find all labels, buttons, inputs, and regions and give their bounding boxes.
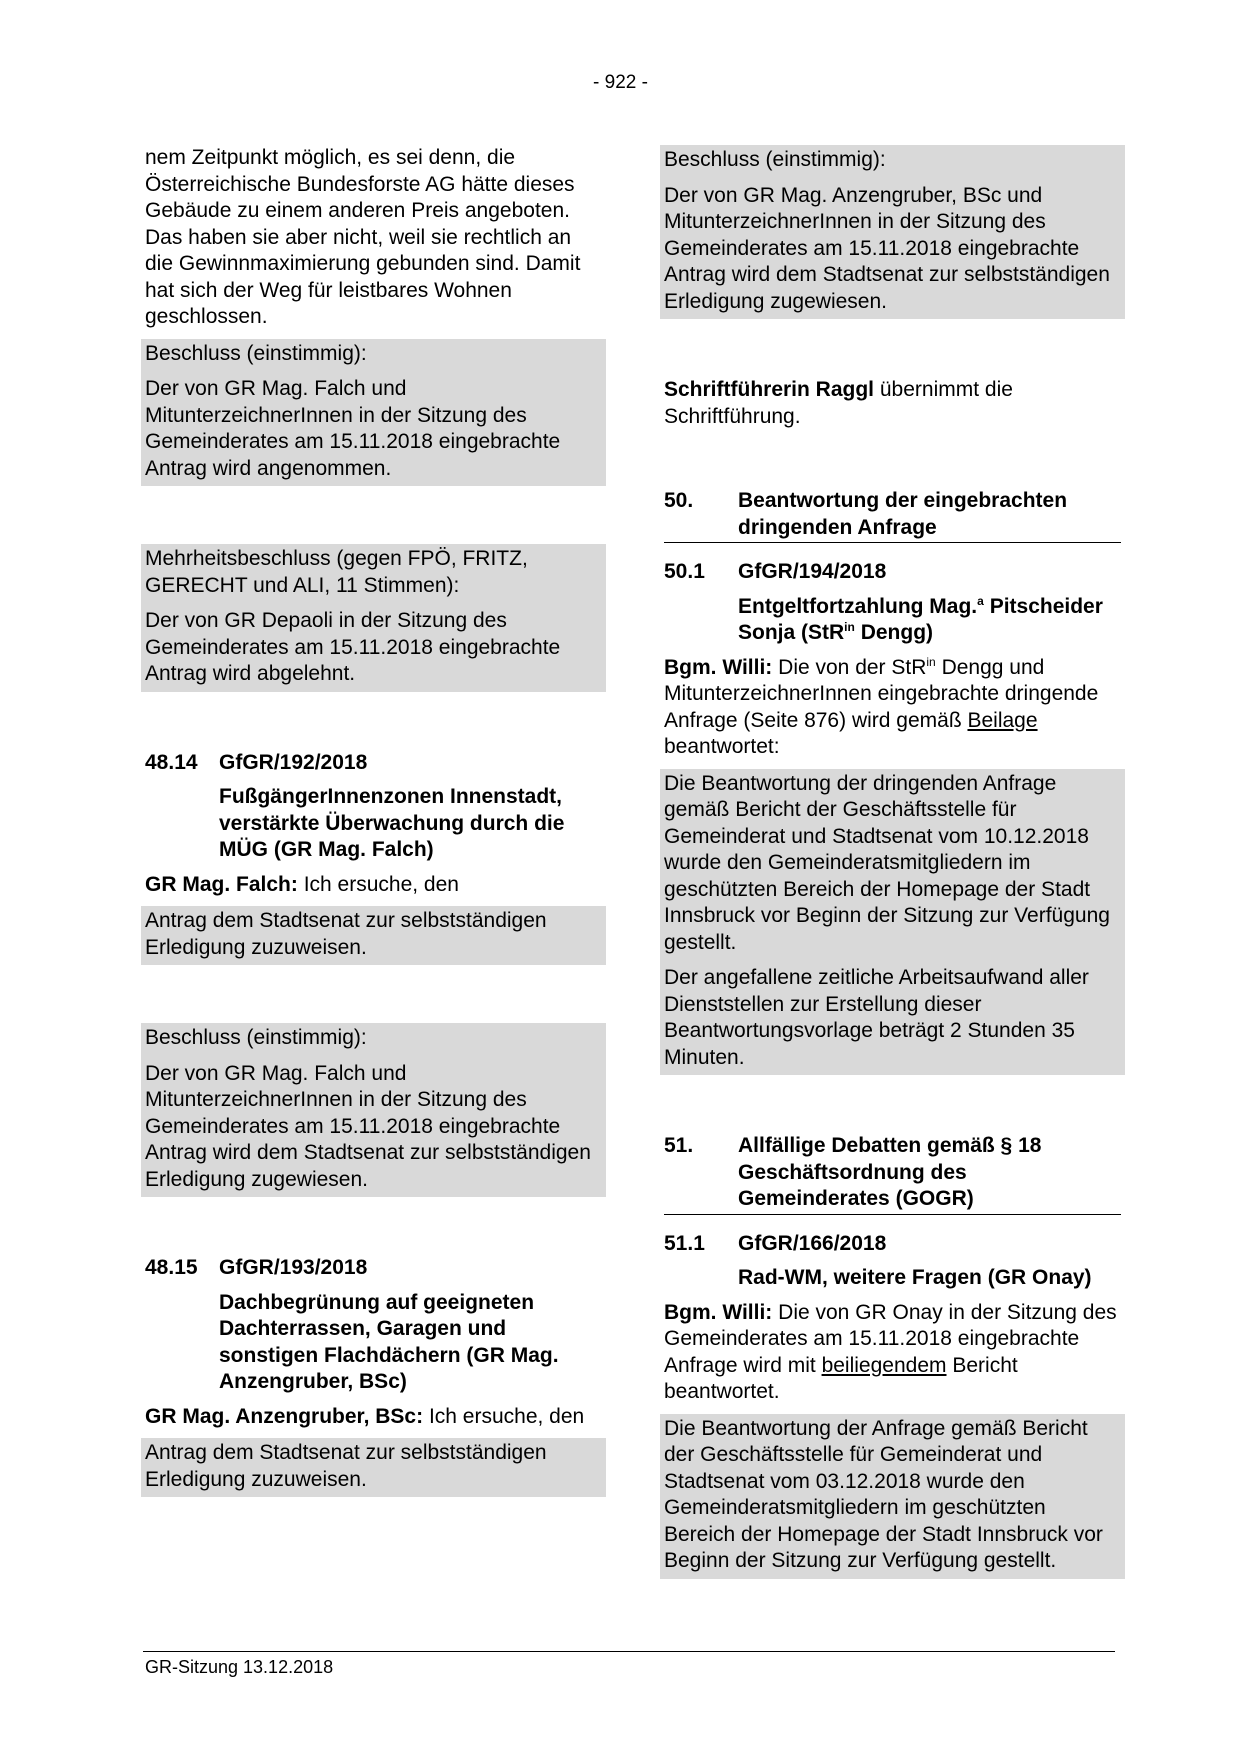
speaker-paragraph xyxy=(664,655,1121,761)
speaker-paragraph xyxy=(145,1404,602,1431)
section-title: FußgängerInnenzonen Innenstadt, verstärkte Überwachung durch die MÜG (GR Mag. Falch) xyxy=(219,785,565,861)
secretary-text: übernimmt die Schriftführung. xyxy=(664,378,1013,428)
answer-box xyxy=(660,1414,1125,1579)
effort-text: Der angefallene zeitliche Arbeitsaufwand aller Dienststellen zur Erstellung dieser Beantwortungsvorlage beträgt 2 Stunden 35 Minuten. xyxy=(664,966,1089,1069)
speaker-text: Ich ersuche, den xyxy=(303,872,459,896)
attachment-link[interactable]: beiliegendem xyxy=(821,1353,947,1377)
answer-text: Die Beantwortung der dringenden Anfrage gemäß Bericht der Geschäftsstelle für Gemeinderat und Stadtsenat vom 10.12.2018 wurde den Gemeinderatsmitgliedern im geschützten Bereich der Homepage der Stadt Innsbruck vor Beginn der Sitzung zur Verfügung gestellt. xyxy=(664,771,1110,954)
motion-text: Antrag dem Stadtsenat zur selbstständigen Erledigung zuzuweisen. xyxy=(145,909,547,959)
section-number: 48.14 xyxy=(145,750,198,774)
subsection-id: GfGR/194/2018 xyxy=(738,560,887,583)
title-part: Pitscheider Sonja (StR xyxy=(738,594,1103,644)
speaker-name: GR Mag. Falch: xyxy=(145,872,298,896)
section-title: Allfällige Debatten gemäß § 18 Geschäftsordnung des Gemeinderates (GOGR) xyxy=(738,1134,1042,1210)
secretary-name: Schriftführerin Raggl xyxy=(664,378,875,401)
left-column xyxy=(145,145,602,1497)
secretary-paragraph xyxy=(664,377,1121,430)
speaker-text: Ich ersuche, den xyxy=(428,1404,585,1428)
section-number: 48.15 xyxy=(145,1256,198,1279)
section-id: GfGR/193/2018 xyxy=(219,1256,368,1279)
title-part: Entgeltfortzahlung Mag. xyxy=(738,594,978,618)
intro-paragraph: nem Zeitpunkt möglich, es sei denn, die Österreichische Bundesforste AG hätte dieses Gebäude zu einem anderen Preis angeboten. Das haben sie aber nicht, weil sie rechtlich an die Gewinnmaximierung gebunden sind. Damit hat sich der Weg für leistbares Wohnen geschlossen. xyxy=(145,146,581,328)
footer-text: GR-Sitzung 13.12.2018 xyxy=(145,1657,334,1677)
majority-title: Mehrheitsbeschluss (gegen FPÖ, FRITZ, GERECHT und ALI, 11 Stimmen): xyxy=(145,547,528,597)
footer-rule xyxy=(143,1651,1115,1652)
section-title: Beantwortung der eingebrachten dringenden Anfrage xyxy=(738,489,1068,539)
resolution-title: Beschluss (einstimmig): xyxy=(145,341,367,365)
speaker-paragraph xyxy=(664,1300,1121,1406)
speaker-text: Bericht beantwortet. xyxy=(664,1353,1018,1403)
subsection-title xyxy=(664,594,1121,647)
title-part: Dengg) xyxy=(860,621,934,644)
page-number: - 922 - xyxy=(593,72,648,93)
title-superscript: a xyxy=(977,593,984,608)
resolution-box xyxy=(141,1023,606,1197)
motion-text: Antrag dem Stadtsenat zur selbstständigen Erledigung zuzuweisen. xyxy=(145,1441,547,1491)
speaker-text: Die von GR Onay in der Sitzung des Gemeinderates am 15.11.2018 eingebrachte Anfrage wird mit xyxy=(664,1300,1117,1377)
resolution-text: Der von GR Mag. Anzengruber, BSc und MitunterzeichnerInnen in der Sitzung des Gemeinderates am 15.11.2018 eingebrachte Antrag wird dem Stadtsenat zur selbstständigen Erledigung zugewiesen. xyxy=(664,183,1110,313)
attachment-link[interactable]: Beilage xyxy=(967,708,1038,732)
subsection-title: Rad-WM, weitere Fragen (GR Onay) xyxy=(738,1266,1092,1289)
section-heading xyxy=(145,1255,602,1282)
title-superscript: in xyxy=(844,620,855,634)
resolution-box xyxy=(660,145,1125,319)
resolution-title: Beschluss (einstimmig): xyxy=(664,148,886,171)
subsection-id: GfGR/166/2018 xyxy=(738,1231,887,1255)
motion-box xyxy=(141,906,606,965)
speaker-text: Die von der StR xyxy=(778,655,927,679)
answer-box xyxy=(660,769,1125,1076)
answer-text: Die Beantwortung der Anfrage gemäß Bericht der Geschäftsstelle für Gemeinderat und Stadtsenat vom 03.12.2018 wurde den Gemeinderatsmitgliedern im geschützten Bereich der Homepage der Stadt Innsbruck vor Beginn der Sitzung zur Verfügung gestellt. xyxy=(664,1416,1103,1572)
section-id: GfGR/192/2018 xyxy=(219,750,368,774)
section-heading xyxy=(664,488,1121,543)
motion-box xyxy=(141,1438,606,1497)
resolution-text: Der von GR Mag. Falch und MitunterzeichnerInnen in der Sitzung des Gemeinderates am 15.11.2018 eingebrachte Antrag wird dem Stadtsenat zur selbstständigen Erledigung zugewiesen. xyxy=(145,1061,591,1191)
resolution-box xyxy=(141,339,606,487)
speaker-name: GR Mag. Anzengruber, BSc: xyxy=(145,1404,424,1428)
majority-text: Der von GR Depaoli in der Sitzung des Gemeinderates am 15.11.2018 eingebrachte Antrag wird abgelehnt. xyxy=(145,609,561,685)
speaker-text: beantwortet: xyxy=(664,735,780,758)
text-superscript: in xyxy=(926,654,936,669)
speaker-name: Bgm. Willi: xyxy=(664,655,773,679)
subsection-number: 51.1 xyxy=(664,1231,705,1255)
section-number: 50. xyxy=(664,489,694,512)
majority-resolution-box xyxy=(141,544,606,692)
speaker-name: Bgm. Willi: xyxy=(664,1300,773,1324)
subsection-number: 50.1 xyxy=(664,560,705,583)
speaker-paragraph xyxy=(145,872,602,899)
speaker-text: Dengg und MitunterzeichnerInnen eingebrachte dringende Anfrage (Seite 876) wird gemäß xyxy=(664,655,1099,732)
subsection-heading xyxy=(664,1231,1121,1258)
section-heading xyxy=(664,1133,1121,1215)
section-number: 51. xyxy=(664,1134,694,1157)
section-heading xyxy=(145,750,602,777)
right-column xyxy=(664,145,1121,1579)
resolution-title: Beschluss (einstimmig): xyxy=(145,1026,367,1049)
subsection-heading xyxy=(664,559,1121,586)
resolution-text: Der von GR Mag. Falch und MitunterzeichnerInnen in der Sitzung des Gemeinderates am 15.11.2018 eingebrachte Antrag wird angenommen. xyxy=(145,377,561,480)
section-title: Dachbegrünung auf geeigneten Dachterrassen, Garagen und sonstigen Flachdächern (GR Mag. Anzengruber, BSc) xyxy=(219,1290,559,1393)
